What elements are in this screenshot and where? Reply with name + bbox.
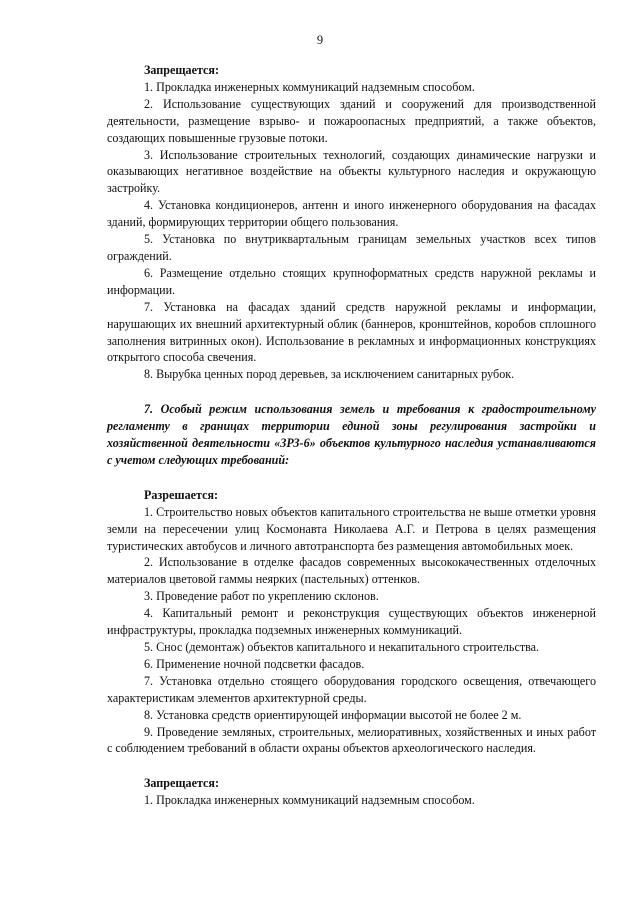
allowed-item: 9. Проведение земляных, строительных, мелиоративных, хозяйственных и иных работ с соблюдением требований в области охраны объектов археологического наследия. — [107, 724, 596, 756]
prohibited-item: 1. Прокладка инженерных коммуникаций надземным способом. — [144, 79, 475, 94]
allowed-item: 5. Снос (демонтаж) объектов капитального и некапитального строительства. — [144, 640, 540, 654]
allowed-item: 3. Проведение работ по укреплению склонов. — [144, 589, 379, 604]
prohibited-heading-2: Запрещается: — [144, 776, 219, 791]
prohibited-item: 1. Прокладка инженерных коммуникаций надземным способом. — [144, 793, 475, 808]
allowed-item: 4. Капитальный ремонт и реконструкция существующих объектов инженерной инфраструктуры, прокладка подземных инженерных коммуникаций. — [107, 606, 596, 638]
prohibited-item: 3. Использование строительных технологий, создающих динамические нагрузки и оказывающих негативное воздействие на объекты культурного наследия и окружающую застройку. — [107, 147, 596, 196]
prohibited-item: 2. Использование существующих зданий и сооружений для производственной деятельности, размещение взрыво- и пожароопасных предприятий, а также объектов, создающих повышенные грузовые потоки. — [107, 96, 596, 145]
prohibited-item: 8. Вырубка ценных пород деревьев, за исключением санитарных рубок. — [144, 367, 515, 382]
page-content — [107, 62, 596, 809]
prohibited-heading: Запрещается: — [144, 63, 219, 77]
prohibited-item: 4. Установка кондиционеров, антенн и иного инженерного оборудования на фасадах зданий, формирующих территории общего пользования. — [107, 198, 596, 230]
allowed-item: 6. Применение ночной подсветки фасадов. — [144, 656, 365, 671]
prohibited-item: 7. Установка на фасадах зданий средств наружной рекламы и информации, нарушающих их внешний архитектурный облик (баннеров, кронштейнов, коробов сплошного заполнения витринных окон). Использование в рекламных и информационных конструкциях открытого способа свечения. — [107, 299, 596, 365]
allowed-item: 1. Строительство новых объектов капитального строительства не выше отметки уровня земли на пересечении улиц Космонавта Николаева А.Г. и Петрова в целях размещения туристических автобусов и личного автотранспорта без размещения автомобильных моек. — [107, 504, 596, 553]
allowed-item: 7. Установка отдельно стоящего оборудования городского освещения, отвечающего характеристикам элементов архитектурной среды. — [107, 673, 596, 705]
allowed-item: 2. Использование в отделке фасадов современных высококачественных отделочных материалов цветовой гаммы неярких (пастельных) оттенков. — [107, 555, 596, 587]
spacer — [107, 757, 596, 775]
prohibited-item: 6. Размещение отдельно стоящих крупноформатных средств наружной рекламы и информации. — [107, 265, 596, 297]
spacer — [107, 469, 596, 487]
page-number: 9 — [316, 33, 324, 47]
section-heading-zrz6: 7. Особый режим использования земель и требования к градостроительному регламенту в границах территории единой зоны регулирования застройки и хозяйственной деятельности «ЗРЗ-6» объектов культурного наследия устанавливаются с учетом следующих требований: — [107, 402, 596, 467]
allowed-heading: Разрешается: — [144, 487, 219, 502]
prohibited-item: 5. Установка по внутриквартальным границам земельных участков всех типов ограждений. — [107, 232, 596, 263]
allowed-item: 8. Установка средств ориентирующей информации высотой не более 2 м. — [144, 707, 522, 722]
